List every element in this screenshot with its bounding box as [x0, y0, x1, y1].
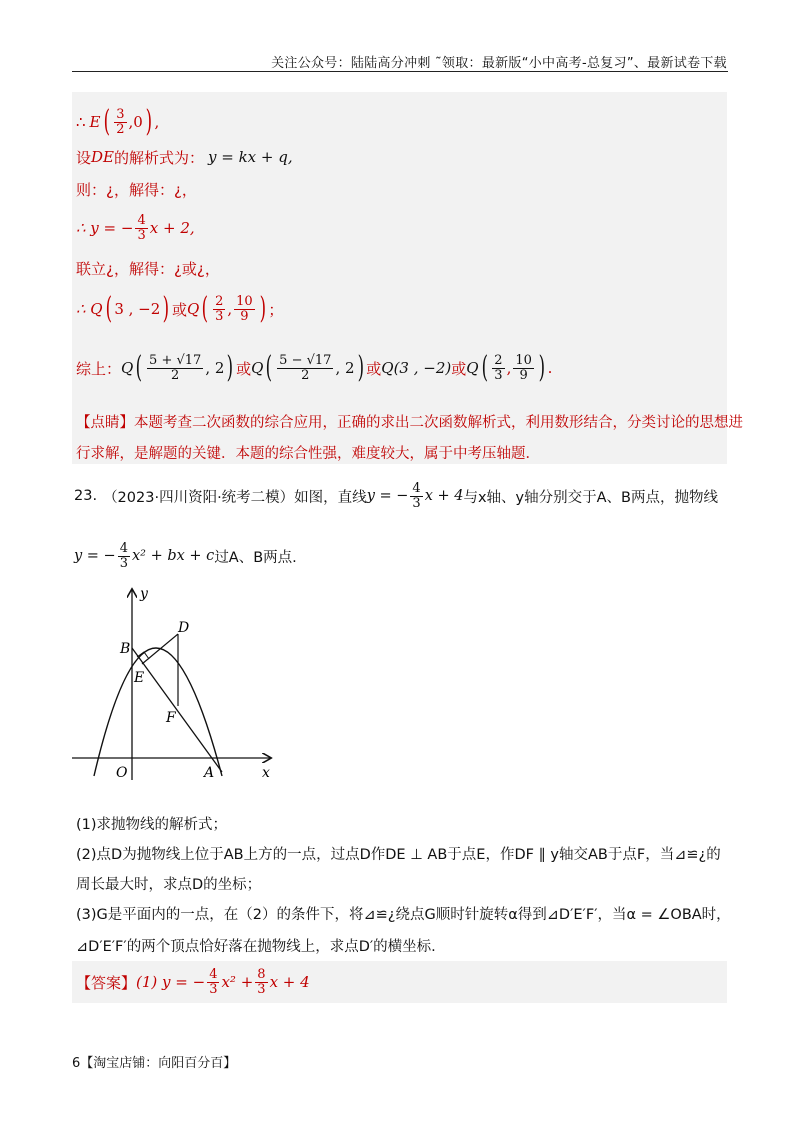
text: 设 [76, 148, 92, 167]
fraction [234, 295, 255, 323]
question-3a [76, 902, 731, 924]
answer-tail: x + 4 [269, 973, 310, 991]
solution-line-7: 综上： Q ( $\frac{5 + √17}{2}$ , 2 ) 或 Q ( $\frac{5 - √17}{2}$ , 2 ) 或 Q(3 , −2) 或 Q ( $\frac{2}{3}$ , $\frac{10}{9}$ ) . [76, 350, 553, 385]
frac-den: 3 [215, 308, 224, 324]
frac-num: 5 + √17 [149, 352, 202, 368]
fraction [213, 295, 225, 323]
frac-den: 3 [494, 367, 503, 383]
q-label: Q [251, 359, 264, 377]
question-text: (3)G是平面内的一点，在（2）的条件下，将⊿≌¿绕点G顺时针旋转α得到⊿D′E′F′，当α = ∠OBA时， [76, 906, 731, 923]
q-label: Q [466, 359, 479, 377]
frac-den: 3 [119, 555, 128, 571]
paren: ( [201, 291, 209, 326]
frac-den: 3 [257, 981, 266, 997]
coord-tail: ,0 [128, 113, 143, 131]
comment-label: 【点睛】 [76, 414, 134, 431]
frac-num: 4 [412, 480, 421, 496]
parabola-curve [94, 648, 222, 776]
solution-line-2 [76, 146, 293, 168]
question-1 [76, 812, 227, 834]
paren: ) [357, 350, 364, 385]
frac-num: 10 [236, 293, 253, 309]
q-label: ∴ Q [76, 300, 103, 318]
eq-tail: x + 4 [424, 488, 464, 504]
frac-num: 4 [137, 212, 146, 228]
comment-text: 本题考查二次函数的综合应用，正确的求出二次函数解析式，利用数形结合，分类讨论的思想进 [134, 414, 743, 431]
fraction [118, 542, 130, 570]
answer-prefix: (1) y = − [136, 973, 206, 991]
paren: ) [162, 291, 170, 326]
q-point: Q(3 , −2) [381, 359, 452, 377]
paren: ) [538, 350, 545, 385]
frac-num: 3 [116, 106, 125, 122]
frac-den: 9 [240, 308, 249, 324]
fraction [255, 968, 267, 996]
fraction [513, 354, 534, 382]
q-label: Q [187, 300, 200, 318]
punct: . [547, 359, 553, 377]
paren: ( [481, 350, 488, 385]
label-a: A [204, 765, 215, 781]
solution-line-4 [76, 208, 195, 248]
segment-de: DE [91, 148, 114, 166]
frac-den: 3 [137, 227, 146, 243]
point-e-label: E [89, 113, 101, 131]
fraction [207, 968, 219, 996]
paren: ) [145, 104, 152, 139]
problem-text: 过A、B两点. [214, 549, 297, 566]
label-e: E [134, 670, 145, 686]
paren: ( [135, 350, 143, 385]
coord-tail: , 2 [205, 359, 225, 377]
comment-text: 行求解，是解题的关键．本题的综合性强，难度较大，属于中考压轴题． [76, 445, 540, 462]
label-f: F [166, 710, 176, 726]
label-d: D [178, 620, 190, 636]
frac-den: 9 [519, 367, 528, 383]
answer-line [76, 962, 310, 1002]
frac-num: 2 [494, 352, 503, 368]
solution-line-5 [76, 257, 220, 279]
question-text: ⊿D′E′F′的两个顶点恰好落在抛物线上，求点D′的横坐标. [76, 938, 436, 955]
frac-num: 5 − √17 [279, 352, 332, 368]
therefore-symbol: ∴ [76, 113, 86, 131]
question-text: (1)求抛物线的解析式； [76, 816, 228, 833]
eq-prefix: y = − [366, 488, 409, 504]
problem-line-1 [74, 474, 718, 518]
question-text: (2)点D为抛物线上位于AB上方的一点，过点D作DE ⊥ AB于点E，作DF ∥ y轴交AB于点F，当⊿≌¿的 [76, 846, 721, 863]
or-text: 或 [172, 300, 188, 319]
solution-line-6: ∴ Q ( 3 , −2 ) 或 Q ( $\frac{2}{3}$ , $\frac{10}{9}$ ) ； [76, 291, 284, 326]
comment-line-1 [76, 410, 743, 432]
or-text: 或 [236, 359, 252, 378]
solution-line-1: ∴ E ( $\frac{3}{2}$ ,0 ) , [76, 104, 160, 139]
segment-de [142, 634, 178, 664]
label-y: y [140, 586, 148, 602]
question-2a [76, 842, 721, 864]
page-footer: 6【淘宝店铺：向阳百分百】 [72, 1056, 237, 1071]
frac-num: 10 [515, 352, 532, 368]
eq-tail: x² + bx + c [132, 548, 215, 564]
fraction [410, 482, 422, 510]
q-label: Q [121, 359, 134, 377]
answer-label: 【答案】 [76, 973, 137, 992]
fraction [492, 354, 504, 382]
frac-num: 8 [257, 966, 266, 982]
summary-label: 综上： [76, 359, 122, 378]
question-2b [76, 872, 261, 894]
header-rule [72, 71, 728, 72]
question-3b [76, 934, 436, 956]
or-text: 或 [451, 359, 467, 378]
equation: y = kx + q, [208, 148, 293, 166]
paren: ) [259, 291, 266, 326]
fraction [277, 354, 333, 382]
frac-den: 3 [412, 495, 421, 511]
question-text: 周长最大时，求点D的坐标； [76, 876, 262, 893]
paren: ( [105, 291, 112, 326]
page-header [0, 50, 800, 70]
coord: 3 , −2 [114, 300, 161, 318]
comment-line-2 [76, 441, 540, 463]
paren: ( [103, 104, 110, 139]
frac-num: 4 [119, 540, 128, 556]
frac-den: 2 [171, 367, 180, 383]
label-o: O [116, 765, 128, 781]
punct: ； [268, 300, 284, 319]
problem-number: 23. [74, 488, 98, 504]
parabola-figure [70, 580, 290, 790]
fraction [135, 214, 147, 242]
coord-tail: , 2 [335, 359, 355, 377]
solution-line-3 [76, 178, 197, 200]
label-x: x [262, 765, 270, 781]
equation-tail: x + 2, [149, 219, 195, 237]
problem-line-2 [74, 534, 297, 578]
line-ab [132, 648, 222, 772]
fraction [114, 108, 126, 136]
problem-source: （2023·四川资阳·统考二模）如图，直线 [103, 489, 367, 506]
or-text: 或 [366, 359, 382, 378]
text: 联立¿，解得：¿或¿， [76, 259, 220, 278]
eq-prefix: y = − [74, 548, 116, 564]
frac-den: 3 [209, 981, 218, 997]
frac-den: 2 [301, 367, 310, 383]
answer-mid: x² + [221, 973, 254, 991]
equation-prefix: ∴ y = − [76, 219, 134, 237]
text: 则：¿，解得：¿， [76, 180, 197, 199]
frac-num: 4 [209, 966, 218, 982]
problem-text: 与x轴、y轴分别交于A、B两点，抛物线 [463, 489, 718, 506]
paren: ) [227, 350, 234, 385]
label-b: B [120, 641, 131, 657]
paren: ( [266, 350, 273, 385]
header-text: 关注公众号：陆陆高分冲刺 ˜领取：最新版“小中高考-总复习”、最新试卷下载 [271, 56, 727, 71]
frac-den: 2 [116, 121, 125, 137]
fraction [147, 354, 203, 382]
frac-num: 2 [215, 293, 224, 309]
text: 的解析式为： [114, 148, 205, 167]
